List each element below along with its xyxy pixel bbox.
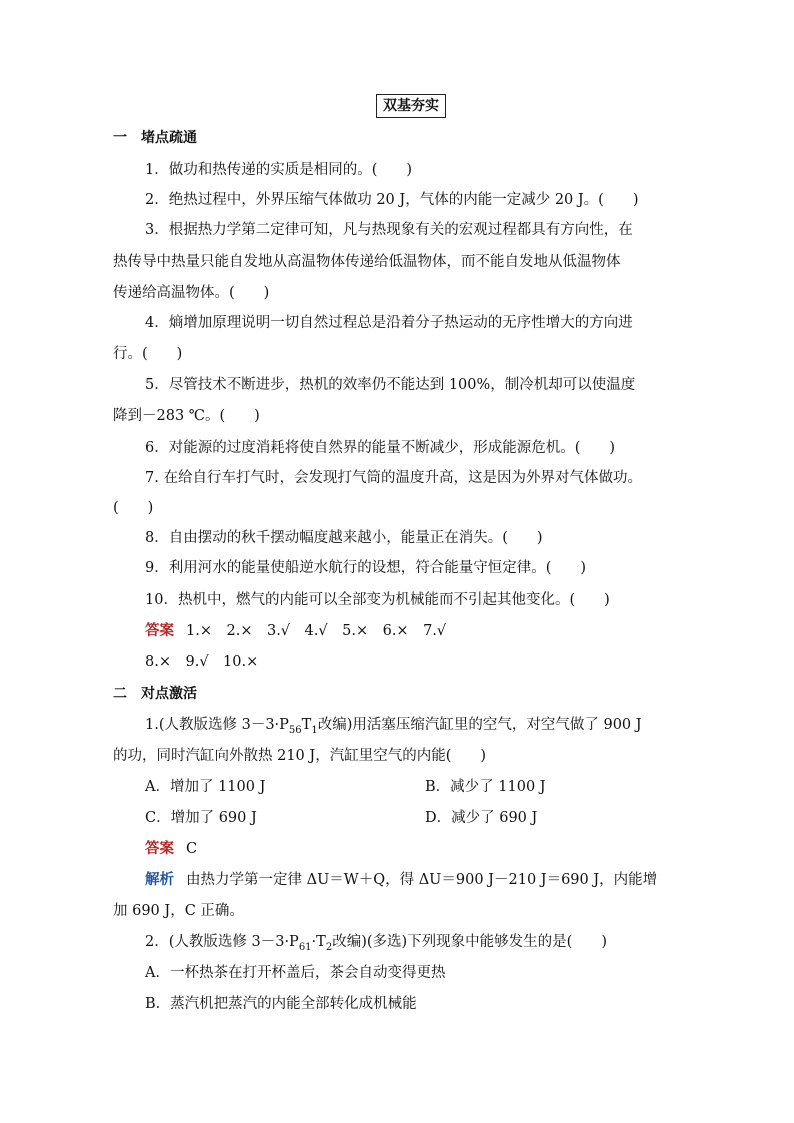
- q1-answer-label: 答案: [145, 841, 174, 857]
- item-7-line2: ( ): [113, 500, 154, 516]
- answer-row-2: 8.× 9.√ 10.×: [145, 654, 259, 670]
- item-5-line2: 降到－283 ℃。( ): [113, 408, 260, 424]
- q1-option-b: B．减少了 1100 J: [425, 779, 546, 795]
- item-6: 6．对能源的过度消耗将使自然界的能量不断减少，形成能源危机。( ): [145, 440, 616, 456]
- q1-answer-value: C: [186, 841, 198, 857]
- q1-option-d: D．减少了 690 J: [425, 810, 538, 826]
- item-2: 2．绝热过程中，外界压缩气体做功 20 J，气体的内能一定减少 20 J。( ): [145, 192, 639, 208]
- item-7-line1: 7. 在给自行车打气时，会发现打气筒的温度升高，这是因为外界对气体做功。: [145, 470, 642, 486]
- q1-answer-row: [145, 839, 715, 859]
- item-4-line2: 行。( ): [113, 346, 183, 362]
- q2-option-b: B．蒸汽机把蒸汽的内能全部转化成机械能: [145, 996, 417, 1012]
- q1-text-c: 改编)用活塞压缩汽缸里的空气，对空气做了 900 J: [317, 717, 642, 733]
- section2-heading: 二 对点激活: [113, 686, 197, 702]
- item-1: 1．做功和热传递的实质是相同的。( ): [145, 162, 413, 178]
- q1-analysis-row1: [145, 870, 715, 890]
- q1-line2: 的功，同时汽缸向外散热 210 J，汽缸里空气的内能( ): [113, 748, 487, 764]
- q2-text-a: 2．(人教版选修 3－3·P: [145, 934, 299, 950]
- q1-option-c: C．增加了 690 J: [145, 810, 257, 826]
- q2-sub-page: 61: [298, 941, 312, 953]
- q1-sub-num: 1: [311, 724, 318, 736]
- q2-text-b: ·T: [311, 934, 326, 950]
- q1-analysis-row2: 加 690 J，C 正确。: [113, 903, 244, 919]
- q1-sub-page: 56: [288, 724, 302, 736]
- q1-text-b: T: [301, 717, 312, 733]
- q1-analysis-text1: 由热力学第一定律 ΔU＝W＋Q，得 ΔU＝900 J－210 J＝690 J，内能增: [186, 872, 658, 888]
- section1-heading: 一 堵点疏通: [113, 130, 197, 146]
- answer-values-1: 1.× 2.× 3.√ 4.√ 5.× 6.× 7.√: [186, 623, 447, 639]
- item-4-line1: 4．熵增加原理说明一切自然过程总是沿着分子热运动的无序性增大的方向进: [145, 315, 633, 331]
- q1-option-a: A．增加了 1100 J: [145, 779, 266, 795]
- q2-line1: [145, 932, 715, 958]
- q2-text-c: 改编)(多选)下列现象中能够发生的是( ): [332, 934, 607, 950]
- item-9: 9．利用河水的能量使船逆水航行的设想，符合能量守恒定律。( ): [145, 560, 587, 576]
- item-3-line1: 3．根据热力学第二定律可知，凡与热现象有关的宏观过程都具有方向性，在: [145, 222, 633, 238]
- item-5-line1: 5．尽管技术不断进步，热机的效率仍不能达到 100%，制冷机却可以使温度: [145, 377, 636, 393]
- item-10: 10．热机中，燃气的内能可以全部变为机械能而不引起其他变化。( ): [145, 592, 610, 608]
- item-3-line2: 热传导中热量只能自发地从高温物体传递给低温物体，而不能自发地从低温物体: [113, 254, 621, 270]
- section-title: 双基夯实: [376, 94, 446, 118]
- item-8: 8．自由摆动的秋千摆动幅度越来越小，能量正在消失。( ): [145, 530, 543, 546]
- q1-line1: [145, 715, 715, 741]
- q1-analysis-label: 解析: [145, 872, 174, 888]
- answer-row-1: [145, 621, 715, 641]
- answer-label: 答案: [145, 623, 174, 639]
- q2-sub-num: 2: [325, 941, 333, 953]
- item-3-line3: 传递给高温物体。( ): [113, 285, 270, 301]
- q1-text-a: 1.(人教版选修 3－3·P: [145, 717, 289, 733]
- q2-option-a: A．一杯热茶在打开杯盖后，茶会自动变得更热: [145, 965, 446, 981]
